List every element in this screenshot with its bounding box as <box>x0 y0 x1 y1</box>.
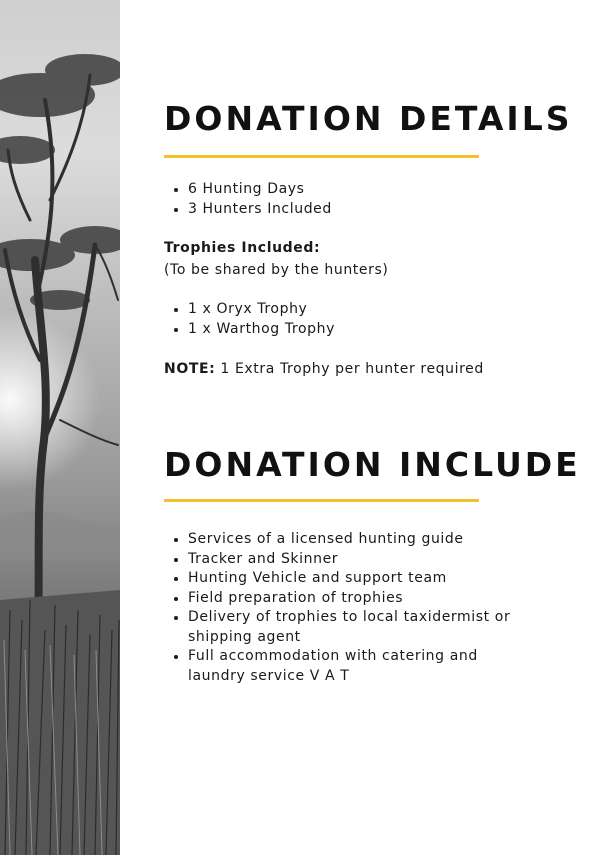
list-item: 3 Hunters Included <box>164 200 332 220</box>
yellow-divider <box>164 499 479 502</box>
trophies-label: Trophies Included: <box>164 240 321 256</box>
note-line <box>164 359 484 379</box>
list-item: Services of a licensed hunting guide <box>164 530 524 550</box>
donation-details-title: DONATION DETAILS <box>164 99 573 138</box>
note-label: NOTE: <box>164 361 216 377</box>
list-item: Delivery of trophies to local taxidermist or shipping agent <box>164 608 524 647</box>
yellow-divider <box>164 155 479 158</box>
list-item: Field preparation of trophies <box>164 589 524 609</box>
list-item: Tracker and Skinner <box>164 550 524 570</box>
sidebar-photo <box>0 0 120 855</box>
trophies-note: (To be shared by the hunters) <box>164 262 389 278</box>
list-item: Hunting Vehicle and support team <box>164 569 524 589</box>
note-text: 1 Extra Trophy per hunter required <box>215 361 484 377</box>
list-item: 1 x Warthog Trophy <box>164 320 335 340</box>
include-list <box>164 530 524 686</box>
list-item: 1 x Oryx Trophy <box>164 300 335 320</box>
donation-include-title: DONATION INCLUDE <box>164 445 581 484</box>
list-item: 6 Hunting Days <box>164 180 332 200</box>
details-list <box>164 180 332 219</box>
acacia-tree-icon <box>0 0 120 855</box>
list-item: Full accommodation with catering and laundry service V A T <box>164 647 524 686</box>
trophies-list <box>164 300 335 339</box>
